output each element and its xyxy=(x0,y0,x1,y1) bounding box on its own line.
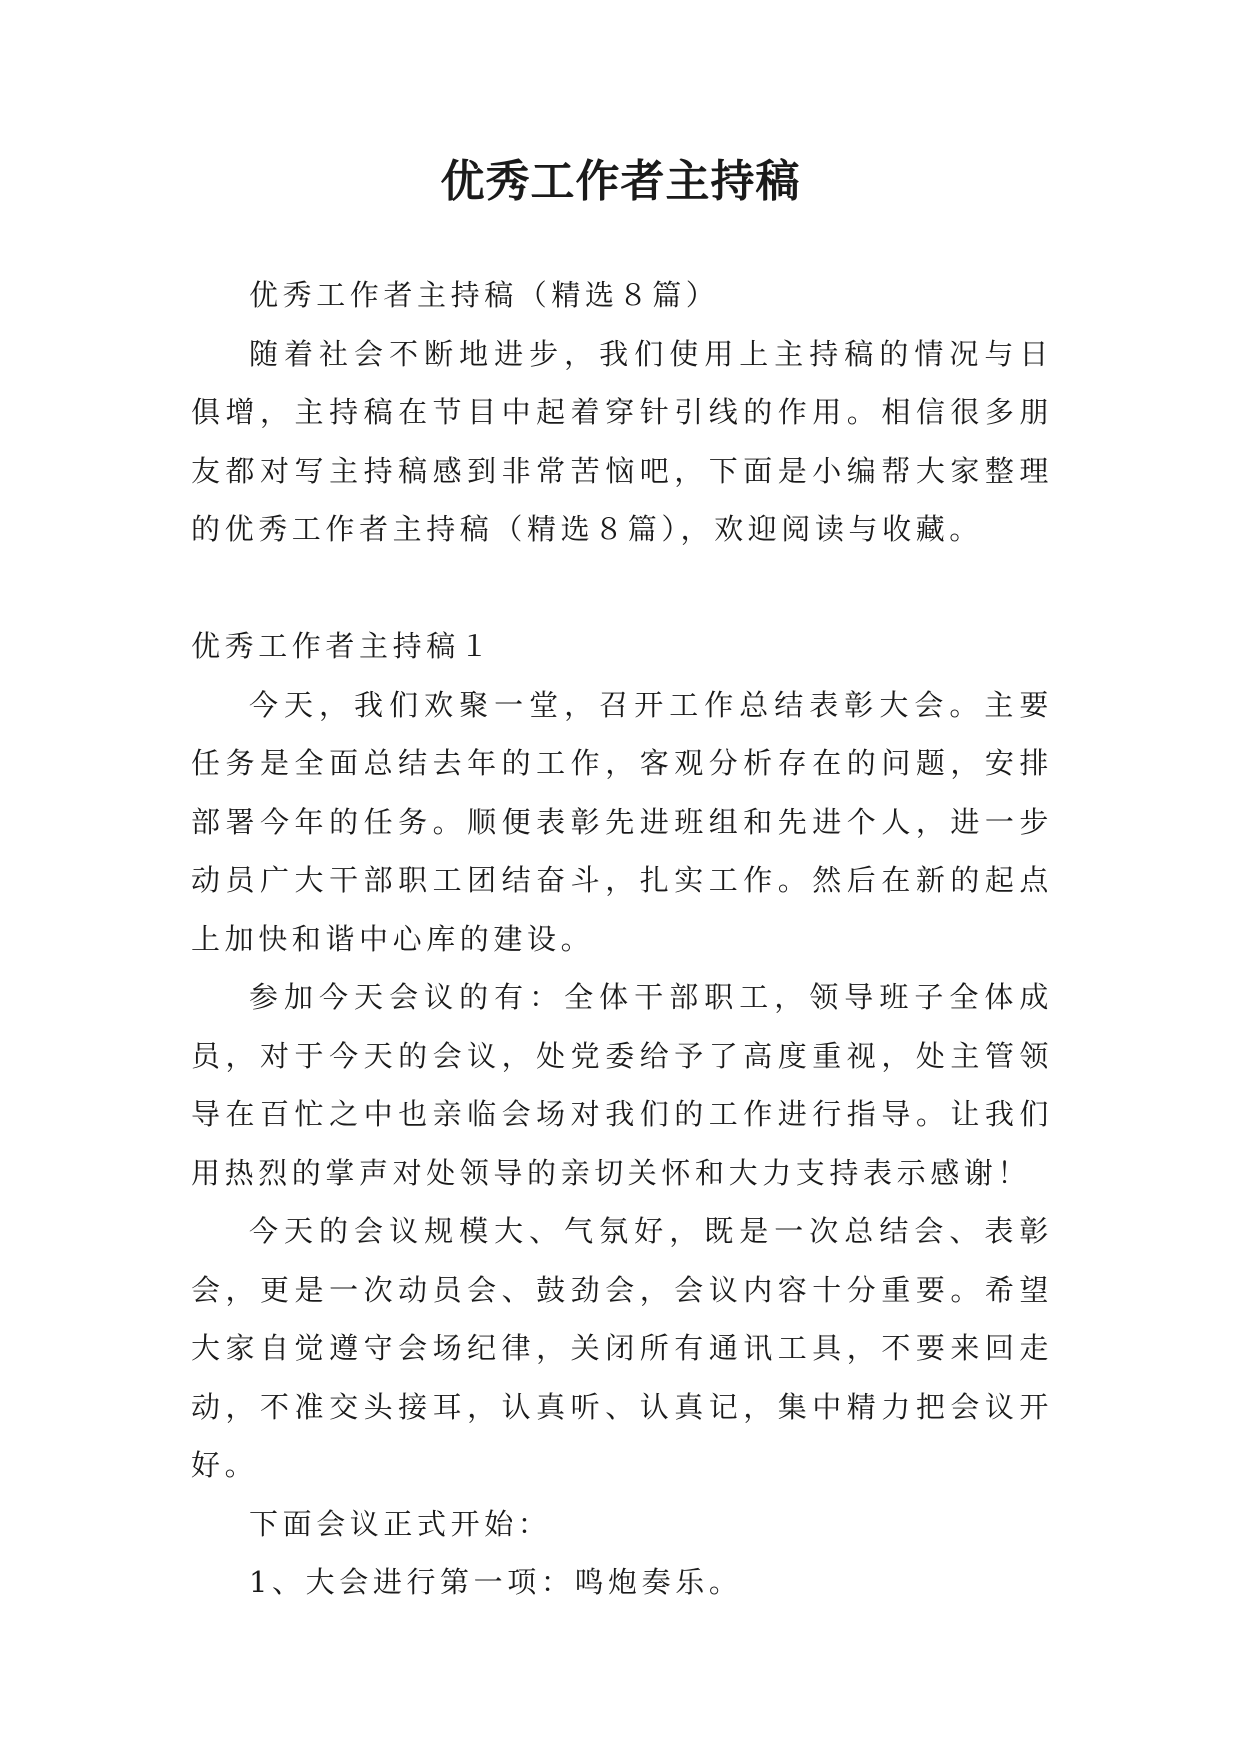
document-body xyxy=(191,266,1053,1612)
intro-paragraph: 随着社会不断地进步，我们使用上主持稿的情况与日俱增，主持稿在节目中起着穿针引线的作用。相信很多朋友都对写主持稿感到非常苦恼吧，下面是小编帮大家整理的优秀工作者主持稿（精选８篇），欢迎阅读与收藏。 xyxy=(191,336,1053,546)
section-heading: 优秀工作者主持稿１ xyxy=(191,629,494,663)
body-paragraph: 今天的会议规模大、气氛好，既是一次总结会、表彰会，更是一次动员会、鼓劲会，会议内容十分重要。希望大家自觉遵守会场纪律，关闭所有通讯工具，不要来回走动，不准交头接耳，认真听、认真记，集中精力把会议开好。 xyxy=(191,1214,1053,1482)
document-title: 优秀工作者主持稿 xyxy=(440,156,801,207)
document-subtitle: 优秀工作者主持稿（精选８篇） xyxy=(249,278,720,312)
paragraph-spacer xyxy=(191,559,1053,618)
body-paragraph: 今天，我们欢聚一堂，召开工作总结表彰大会。主要任务是全面总结去年的工作，客观分析存在的问题，安排部署今年的任务。顺便表彰先进班组和先进个人，进一步动员广大干部职工团结奋斗，扎实工作。然后在新的起点上加快和谐中心库的建设。 xyxy=(191,687,1053,956)
body-paragraph: 参加今天会议的有：全体干部职工，领导班子全体成员，对于今天的会议，处党委给予了高度重视，处主管领导在百忙之中也亲临会场对我们的工作进行指导。让我们用热烈的掌声对处领导的亲切关怀和大力支持表示感谢！ xyxy=(191,980,1053,1190)
body-paragraph: 1、大会进行第一项：鸣炮奏乐。 xyxy=(249,1565,743,1599)
body-paragraph: 下面会议正式开始： xyxy=(249,1506,552,1541)
